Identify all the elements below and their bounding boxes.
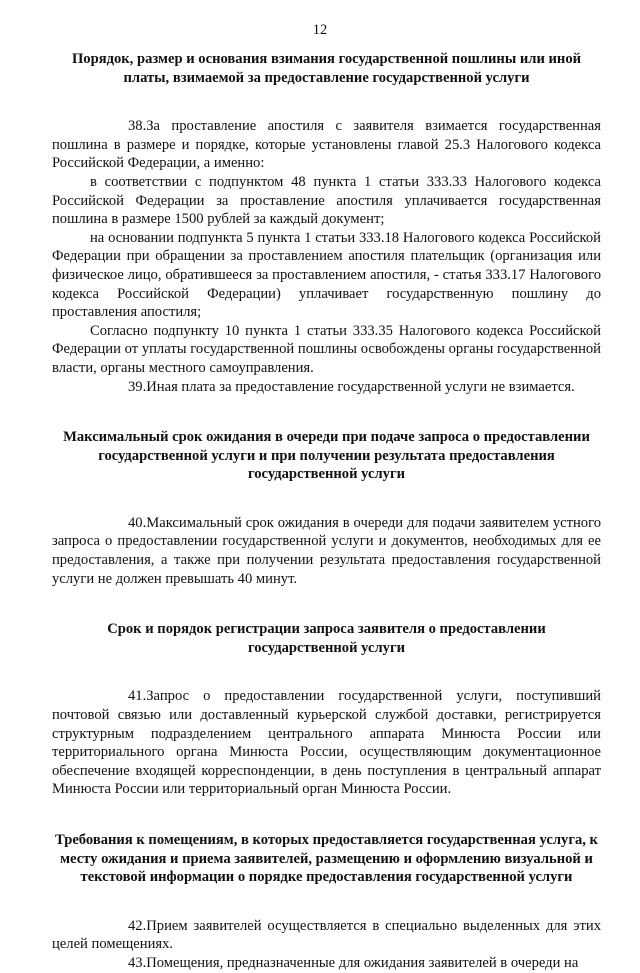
paragraph-38-item-2 bbox=[52, 229, 601, 322]
section-heading-premises: Требования к помещениям, в которых предоставляется государственная услуга, к месту ожидания и приема заявителей, размещению и оформлению визуальной и текстовой информации о порядке предоставления государственной услуги bbox=[55, 832, 598, 886]
paragraph-42 bbox=[52, 917, 601, 954]
paragraph-text: Максимальный срок ожидания в очереди для подачи заявителем устного запроса о предоставлении государственной услуги и документов, необходимых для ее предоставления, а также при получении результата предоставления государственной услуги не должен превышать 40 минут. bbox=[52, 514, 601, 587]
paragraph-text: Согласно подпункту 10 пункта 1 статьи 333.35 Налогового кодекса Российской Федерации от уплаты государственной пошлины освобождены органы государственной власти, органы местного самоуправления. bbox=[52, 322, 601, 376]
paragraph-text: Иная плата за предоставление государственной услуги не взимается. bbox=[146, 378, 575, 395]
section-heading-registration: Срок и порядок регистрации запроса заявителя о предоставлении государственной услуги bbox=[107, 621, 546, 656]
paragraph-text: Прием заявителей осуществляется в специально выделенных для этих целей помещениях. bbox=[52, 917, 601, 953]
section-heading-queue-time: Максимальный срок ожидания в очереди при подаче запроса о предоставлении государственной услуги и при получении результата предоставления государственной услуги bbox=[63, 429, 590, 483]
paragraph-39 bbox=[52, 378, 601, 397]
paragraph-number: 43. bbox=[128, 954, 147, 971]
paragraph-38-item-3 bbox=[52, 322, 601, 378]
paragraph-number: 41. bbox=[128, 688, 147, 705]
section-heading-fee: Порядок, размер и основания взимания государственной пошлины или иной платы, взимаемой за предоставление государственной услуги bbox=[71, 51, 582, 86]
page-number: 12 bbox=[312, 22, 328, 38]
paragraph-text: Помещения, предназначенные для ожидания заявителей в очереди на bbox=[146, 954, 579, 971]
paragraph-number: 42. bbox=[128, 917, 147, 934]
paragraph-number: 38. bbox=[128, 118, 147, 135]
paragraph-text: на основании подпункта 5 пункта 1 статьи 333.18 Налогового кодекса Российской Федерации при обращении за проставлением апостиля плательщик (организация или физическое лицо, обратившееся за проставлением апостиля, - статья 333.17 Налогового кодекса Российской Федерации) уплачивает государственную пошлину до проставления апостиля; bbox=[52, 229, 601, 321]
paragraph-38 bbox=[52, 117, 601, 173]
document-body bbox=[52, 50, 601, 973]
paragraph-38-item-1 bbox=[52, 173, 601, 229]
paragraph-number: 40. bbox=[128, 514, 147, 531]
paragraph-43 bbox=[52, 954, 601, 973]
paragraph-text: в соответствии с подпунктом 48 пункта 1 статьи 333.33 Налогового кодекса Российской Федерации за проставление апостиля уплачивается государственная пошлина в размере 1500 рублей за каждый документ; bbox=[52, 173, 601, 228]
paragraph-text: Запрос о предоставлении государственной услуги, поступивший почтовой связью или доставленный курьерской службой доставки, регистрируется структурным подразделением центрального аппарата Минюста России или территориального органа Минюста России, осуществляющим документационное обеспечение входящей корреспонденции, в день поступления в центральный аппарат Минюста России или территориальный орган Минюста России. bbox=[52, 688, 601, 798]
paragraph-41 bbox=[52, 687, 601, 799]
paragraph-text: За проставление апостиля с заявителя взимается государственная пошлина в размере и порядке, которые установлены главой 25.3 Налогового кодекса Российской Федерации, а именно: bbox=[52, 118, 601, 172]
paragraph-40 bbox=[52, 514, 601, 588]
paragraph-number: 39. bbox=[128, 378, 147, 395]
